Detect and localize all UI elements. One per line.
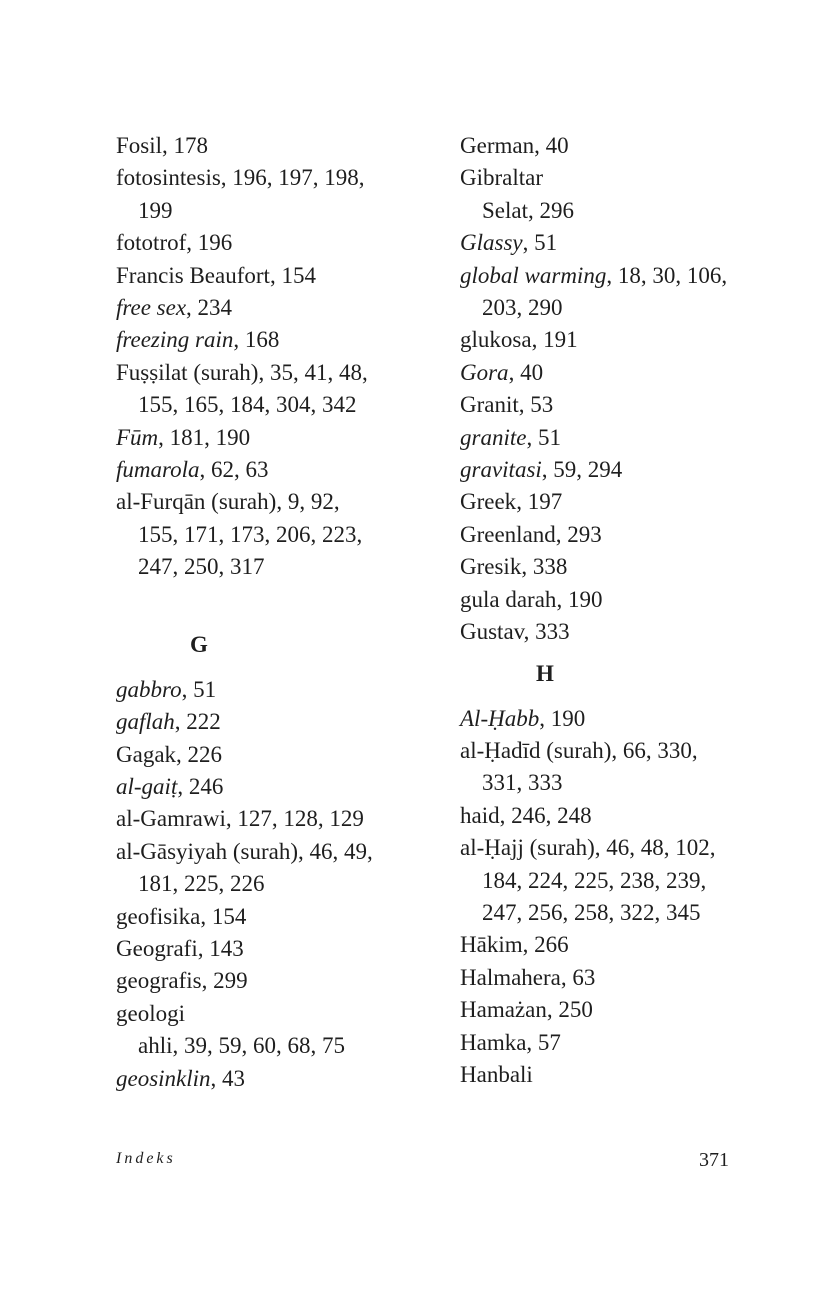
index-term: al-Ḥadīd (surah) (460, 737, 612, 763)
index-entry (460, 616, 790, 648)
index-entry (116, 836, 446, 901)
index-term: geografis (116, 968, 202, 994)
index-term: Granit (460, 392, 519, 418)
index-page-refs: , 333 (523, 619, 570, 645)
index-term: Al-Ḥabb (460, 705, 540, 731)
index-entry-line (116, 771, 446, 803)
index-term: Francis Beaufort (116, 262, 270, 288)
index-term: gabbro (116, 676, 182, 702)
index-page-refs: , 127, 128, 129 (225, 806, 364, 832)
index-term: free sex (116, 295, 187, 321)
index-entry (460, 929, 790, 961)
index-page-refs: , 246, 248 (499, 802, 592, 828)
index-entry-subline (460, 767, 790, 799)
index-entry-line (116, 130, 446, 162)
index-page-refs: , 51 (526, 424, 561, 450)
index-entry (460, 162, 790, 227)
index-entry-line (116, 998, 446, 1030)
index-entry-line (116, 933, 446, 965)
index-page-refs: , 246 (177, 773, 224, 799)
entry-group-g-continued (460, 130, 790, 649)
index-entry-line (460, 832, 790, 864)
index-page-refs: ahli, 39, 59, 60, 68, 75 (138, 1033, 345, 1059)
index-term: gula darah (460, 586, 557, 612)
index-entry-subline (460, 195, 790, 227)
index-term: Greek (460, 489, 517, 515)
index-term: gravitasi (460, 457, 542, 483)
index-term: Glassy (460, 230, 523, 256)
index-page-refs: , 40 (508, 359, 544, 385)
index-page-refs: , 338 (521, 554, 568, 580)
index-entry-line (116, 901, 446, 933)
index-term: gaflah (116, 709, 175, 735)
index-term: Hamażan (460, 997, 547, 1023)
index-page-refs: 181, 225, 226 (138, 871, 265, 897)
index-entry-line (116, 836, 446, 868)
index-entry-line (116, 739, 446, 771)
index-page-refs: , 250 (546, 997, 593, 1023)
index-entry-line (116, 292, 446, 324)
index-entry-line (116, 965, 446, 997)
index-term: Fūm (116, 424, 159, 450)
index-entry-line (460, 994, 790, 1026)
index-page-refs: , 35, 41, 48, (258, 359, 368, 385)
index-entry-line (460, 486, 790, 518)
index-page-refs: , 266 (522, 932, 569, 958)
running-footer-label: Indeks (116, 1150, 176, 1167)
index-entry (460, 519, 790, 551)
index-entry (116, 454, 446, 486)
index-entry-line (116, 227, 446, 259)
section-heading-h: H (536, 660, 554, 686)
index-entry (460, 1027, 790, 1059)
index-entry-line (460, 1027, 790, 1059)
index-page-refs: 184, 224, 225, 238, 239, (482, 867, 707, 893)
index-entry (116, 162, 446, 227)
index-term: Gagak (116, 741, 177, 767)
index-entry-line (460, 389, 790, 421)
index-entry (460, 703, 790, 735)
index-entry (116, 933, 446, 965)
index-page-refs: , 57 (526, 1029, 561, 1055)
index-page-refs: , 299 (201, 968, 248, 994)
section-heading-g: G (190, 631, 208, 657)
index-entry-line (116, 486, 446, 518)
index-entry-line (460, 1059, 790, 1091)
index-entry (116, 674, 446, 706)
index-entry-line (460, 260, 790, 292)
index-column-left (116, 130, 446, 1095)
index-page-refs: , 154 (200, 903, 247, 929)
index-page-refs: , 191 (531, 327, 578, 353)
index-entry (460, 260, 790, 325)
index-entry-line (116, 324, 446, 356)
index-entry-line (460, 162, 790, 194)
page-number: 371 (699, 1149, 729, 1171)
index-term: geologi (116, 1000, 185, 1026)
index-page-refs: , 190 (539, 705, 586, 731)
index-term: Gora (460, 359, 509, 385)
index-page-refs: , 59, 294 (541, 457, 623, 483)
index-term: fototrof (116, 230, 187, 256)
index-page-refs: , 9, 92, (276, 489, 340, 515)
index-page-refs: 331, 333 (482, 770, 563, 796)
index-entry (460, 130, 790, 162)
index-entry (460, 357, 790, 389)
index-page-refs: , 168 (233, 327, 280, 353)
index-entry-subline (116, 519, 446, 551)
index-page-refs: , 18, 30, 106, (606, 262, 728, 288)
index-page-refs: , 46, 48, 102, (594, 835, 716, 861)
index-page-refs: , 154 (269, 262, 316, 288)
index-entry-line (460, 584, 790, 616)
index-entry-subline (116, 195, 446, 227)
index-term: Gresik (460, 554, 522, 580)
index-page-refs: , 53 (518, 392, 554, 418)
index-page-refs: 247, 256, 258, 322, 345 (482, 899, 701, 925)
index-entry (460, 227, 790, 259)
index-entry-subline (116, 551, 446, 583)
index-term: haid (460, 802, 500, 828)
index-term: al-Gāsyiyah (surah) (116, 838, 299, 864)
index-entry-line (460, 962, 790, 994)
index-page-refs: , 234 (186, 295, 233, 321)
index-entry (116, 422, 446, 454)
index-page-refs: , 40 (534, 133, 569, 158)
index-term: Geografi (116, 935, 198, 961)
index-entry (116, 1063, 446, 1095)
index-entry (116, 357, 446, 422)
index-entry (460, 422, 790, 454)
index-term: al-Gamrawi (116, 806, 226, 832)
index-term: Hanbali (460, 1061, 533, 1087)
index-entry-line (116, 162, 446, 194)
index-entry-line (460, 422, 790, 454)
index-entry (460, 800, 790, 832)
index-page-refs: , 226 (176, 741, 223, 767)
index-entry-line (116, 357, 446, 389)
index-entry (116, 292, 446, 324)
index-entry-subline (116, 1030, 446, 1062)
index-page-refs: , 181, 190 (158, 424, 251, 450)
index-term: Hamka (460, 1029, 527, 1055)
index-term: freezing rain (116, 327, 234, 353)
index-term: geofisika (116, 903, 201, 929)
entry-group-h (460, 703, 790, 1092)
index-entry-line (116, 706, 446, 738)
index-term: al-Ḥajj (surah) (460, 835, 595, 861)
index-term: Hākim (460, 932, 523, 958)
index-entry-line (460, 324, 790, 356)
index-entry (116, 486, 446, 583)
index-page-refs: , 43 (210, 1065, 246, 1091)
index-entry (460, 832, 790, 929)
index-entry-subline (116, 868, 446, 900)
index-term: Fuṣṣilat (surah) (116, 359, 259, 385)
index-entry (116, 965, 446, 997)
index-entry-line (116, 1063, 446, 1095)
index-entry-line (116, 260, 446, 292)
index-term: glukosa (460, 327, 532, 353)
index-page-refs: , 143 (197, 935, 244, 961)
index-page-refs: , 196, 197, 198, (220, 165, 365, 191)
index-page-refs: , 62, 63 (199, 457, 269, 483)
index-column-right (460, 130, 790, 1091)
index-page-refs: , 178 (162, 133, 209, 158)
index-entry-subline (460, 292, 790, 324)
index-entry-line (460, 130, 790, 162)
index-term: Gibraltar (460, 165, 544, 191)
index-entry (116, 260, 446, 292)
index-entry-line (460, 929, 790, 961)
index-entry (460, 735, 790, 800)
index-entry (116, 998, 446, 1063)
index-entry (460, 1059, 790, 1091)
index-term: al-Furqān (surah) (116, 489, 277, 515)
index-entry (116, 901, 446, 933)
index-term: granite (460, 424, 527, 450)
index-entry (116, 771, 446, 803)
index-page-refs: , 51 (522, 230, 558, 256)
index-term: Halmahera (460, 964, 561, 990)
index-term: geosinklin (116, 1065, 211, 1091)
index-page-refs: 203, 290 (482, 295, 563, 321)
index-entry-line (460, 735, 790, 767)
index-page-refs: 199 (138, 197, 173, 223)
index-entry (460, 584, 790, 616)
index-entry (460, 486, 790, 518)
index-page-refs: , 63 (560, 964, 596, 990)
index-entry-subline (116, 389, 446, 421)
entry-group-f (116, 130, 446, 584)
index-term: German (460, 133, 535, 158)
index-entry (460, 324, 790, 356)
index-entry-line (116, 422, 446, 454)
index-entry (460, 454, 790, 486)
index-term: fumarola (116, 457, 200, 483)
index-entry-line (460, 519, 790, 551)
index-entry-line (460, 227, 790, 259)
index-term: global warming (460, 262, 607, 288)
index-entry-line (116, 674, 446, 706)
index-page-refs: , 190 (556, 586, 603, 612)
index-page-refs: 155, 165, 184, 304, 342 (138, 392, 357, 418)
index-entry (460, 389, 790, 421)
index-entry (460, 994, 790, 1026)
index-term: al-gaiṭ (116, 773, 178, 799)
index-page-refs: 155, 171, 173, 206, 223, (138, 521, 363, 547)
entry-group-g (116, 674, 446, 1095)
index-page-refs: Selat, 296 (482, 197, 574, 223)
index-entry (116, 227, 446, 259)
index-term: fotosintesis (116, 165, 221, 191)
index-entry-line (460, 454, 790, 486)
index-page-refs: , 197 (516, 489, 563, 515)
index-entry (116, 803, 446, 835)
index-entry (460, 551, 790, 583)
index-term: Gustav (460, 619, 524, 645)
index-entry (460, 962, 790, 994)
index-entry-line (460, 616, 790, 648)
index-entry-line (460, 551, 790, 583)
index-entry-line (116, 454, 446, 486)
index-term: Greenland (460, 521, 556, 547)
index-term: Fosil (116, 133, 163, 158)
index-entry-line (460, 703, 790, 735)
index-page-refs: , 46, 49, (298, 838, 373, 864)
index-entry-subline (460, 865, 790, 897)
index-entry (116, 739, 446, 771)
index-page-refs: , 293 (555, 521, 602, 547)
index-entry (116, 130, 446, 162)
index-page-refs: , 196 (186, 230, 233, 256)
index-page-refs: 247, 250, 317 (138, 554, 265, 580)
index-page-refs: , 66, 330, (611, 737, 698, 763)
index-entry-line (460, 800, 790, 832)
index-entry (116, 706, 446, 738)
index-entry (116, 324, 446, 356)
index-page-refs: , 51 (181, 676, 217, 702)
index-entry-subline (460, 897, 790, 929)
index-page-refs: , 222 (174, 709, 221, 735)
index-entry-line (116, 803, 446, 835)
index-entry-line (460, 357, 790, 389)
